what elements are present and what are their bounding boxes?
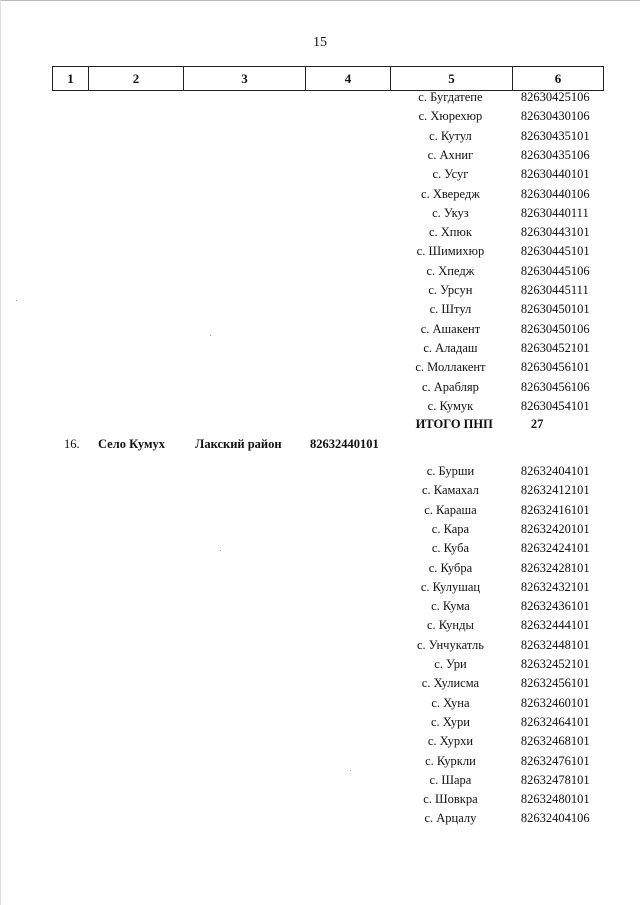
settlement-name: с. Кубра — [428, 560, 473, 575]
settlement-code: 82630445106 — [520, 263, 590, 278]
settlement-row — [400, 397, 600, 416]
settlement-row — [400, 320, 600, 339]
settlement-row — [400, 300, 600, 319]
settlement-name: с. Хури — [430, 714, 470, 729]
settlement-name: с. Шимихюр — [416, 244, 485, 259]
settlement-row — [400, 223, 600, 242]
settlement-name: с. Кумук — [427, 398, 474, 413]
entry-number: 16. — [64, 437, 80, 451]
settlement-name: с. Куркли — [425, 753, 476, 768]
settlement-row — [400, 185, 600, 204]
settlement-name: с. Бурши — [426, 464, 475, 478]
settlement-code: 82632480101 — [520, 792, 590, 807]
settlement-name: с. Арабляр — [421, 379, 479, 394]
settlement-name: с. Шовкра — [423, 792, 478, 807]
settlement-row — [400, 636, 600, 655]
settlement-code: 82632416101 — [520, 502, 590, 517]
settlement-row — [400, 520, 600, 539]
settlement-code: 82630435101 — [520, 128, 590, 143]
settlement-name: с. Ашакент — [420, 321, 481, 336]
entry-district: Лакский район — [195, 437, 282, 451]
scan-speck — [350, 770, 351, 771]
entry-name: Село Кумух — [98, 437, 165, 451]
settlement-name: с. Унчукатль — [416, 637, 484, 652]
settlement-name: с. Хуна — [431, 695, 470, 710]
settlement-code: 82630425106 — [520, 90, 590, 104]
settlement-code: 82630450106 — [520, 321, 590, 336]
settlement-row — [400, 165, 600, 184]
settlement-name: с. Урсун — [428, 283, 473, 297]
settlement-row — [400, 809, 600, 828]
settlement-code: 82630454101 — [520, 398, 590, 413]
header-col-3: 3 — [183, 67, 305, 90]
settlement-row — [400, 462, 600, 481]
settlement-row — [400, 578, 600, 597]
settlement-name: с. Аладаш — [423, 340, 478, 355]
scan-speck — [210, 335, 211, 336]
settlement-name: с. Хюрехюр — [418, 109, 483, 124]
settlement-code: 82630440101 — [520, 167, 590, 182]
settlement-row — [400, 790, 600, 809]
total-label: ИТОГО ПНП — [415, 417, 493, 431]
settlement-row — [400, 539, 600, 558]
settlement-name: с. Моллакент — [415, 360, 486, 375]
settlement-name: с. Камахал — [422, 483, 479, 498]
settlement-name: с. Бугдатепе — [418, 90, 483, 104]
settlement-code: 82632460101 — [520, 695, 590, 710]
settlement-row — [400, 146, 600, 165]
header-col-1: 1 — [52, 67, 88, 90]
settlement-code: 82630445101 — [520, 244, 590, 259]
scan-edge-top — [0, 0, 640, 1]
settlement-name: с. Шара — [429, 772, 472, 787]
scan-speck — [16, 300, 17, 301]
page-number: 15 — [313, 35, 327, 50]
settlement-code: 82632464101 — [520, 714, 590, 729]
settlement-code: 82632420101 — [520, 521, 590, 536]
settlement-code: 82632478101 — [520, 772, 590, 787]
settlement-name: с. Кунды — [426, 618, 474, 633]
settlement-name: с. Караша — [424, 502, 477, 517]
settlement-row — [400, 378, 600, 397]
settlement-name: с. Кулушац — [420, 579, 481, 594]
settlement-row — [400, 616, 600, 635]
settlement-name: с. Хулисма — [421, 676, 480, 691]
settlement-name: с. Ахниг — [427, 147, 474, 162]
settlement-code: 82632432101 — [520, 579, 590, 594]
settlement-name: с. Хпюк — [428, 225, 472, 240]
settlement-row — [400, 674, 600, 693]
header-col-2: 2 — [88, 67, 183, 90]
settlement-row — [400, 358, 600, 377]
settlement-name: с. Хвередж — [421, 186, 480, 201]
settlement-row — [400, 127, 600, 146]
settlement-code: 82632476101 — [520, 753, 590, 768]
settlement-code: 82630440106 — [520, 186, 590, 201]
settlement-row — [400, 694, 600, 713]
total-row — [400, 415, 600, 434]
settlement-code: 82632448101 — [520, 637, 590, 652]
settlement-code: 82630443101 — [520, 225, 590, 240]
settlement-code: 82632444101 — [520, 618, 590, 633]
settlement-row — [400, 481, 600, 500]
settlement-code: 82632436101 — [520, 599, 590, 614]
settlement-row — [400, 597, 600, 616]
settlement-name: с. Усуг — [432, 167, 469, 182]
settlement-row — [400, 281, 600, 300]
settlement-row — [400, 242, 600, 261]
settlement-row — [400, 107, 600, 126]
scan-speck — [220, 550, 221, 551]
settlement-row — [400, 713, 600, 732]
settlement-name: с. Ури — [434, 657, 467, 671]
settlement-name: с. Арцалу — [424, 811, 477, 826]
header-col-5: 5 — [390, 67, 512, 90]
settlement-name: с. Куба — [431, 541, 470, 556]
settlement-code: 82632452101 — [520, 657, 590, 671]
settlement-code: 82632424101 — [520, 541, 590, 556]
settlement-row — [400, 262, 600, 281]
settlement-name: с. Штул — [429, 302, 472, 317]
settlement-row — [400, 204, 600, 223]
settlement-code: 82632456101 — [520, 676, 590, 691]
settlement-code: 82630450101 — [520, 302, 590, 317]
header-col-6: 6 — [512, 67, 604, 90]
entry-code: 82632440101 — [310, 437, 379, 451]
settlement-row — [400, 559, 600, 578]
settlement-row — [400, 752, 600, 771]
settlement-row — [400, 771, 600, 790]
settlement-row — [400, 732, 600, 751]
settlement-code: 82632404106 — [520, 811, 590, 826]
settlement-name: с. Хурхи — [427, 734, 474, 749]
settlement-row — [400, 339, 600, 358]
total-value: 27 — [530, 417, 544, 431]
settlement-row — [400, 88, 600, 107]
header-col-4: 4 — [305, 67, 390, 90]
scan-edge-left — [0, 0, 1, 905]
settlement-code: 82632404101 — [520, 464, 590, 478]
settlement-name: с. Кутул — [429, 128, 472, 143]
settlement-name: с. Кума — [431, 599, 470, 614]
settlement-row — [400, 655, 600, 674]
settlement-code: 82630456106 — [520, 379, 590, 394]
settlement-code: 82630440111 — [520, 205, 589, 220]
settlement-name: с. Хпедж — [426, 263, 475, 278]
settlement-code: 82630452101 — [520, 340, 590, 355]
settlement-name: с. Укуз — [432, 205, 469, 220]
settlement-code: 82630445111 — [520, 283, 589, 297]
settlement-name: с. Кара — [431, 521, 470, 536]
settlement-code: 82630435106 — [520, 147, 590, 162]
settlement-row — [400, 501, 600, 520]
settlement-code: 82630430106 — [520, 109, 590, 124]
settlement-code: 82632428101 — [520, 560, 590, 575]
settlement-code: 82632468101 — [520, 734, 590, 749]
settlement-code: 82632412101 — [520, 483, 590, 498]
settlement-code: 82630456101 — [520, 360, 590, 375]
